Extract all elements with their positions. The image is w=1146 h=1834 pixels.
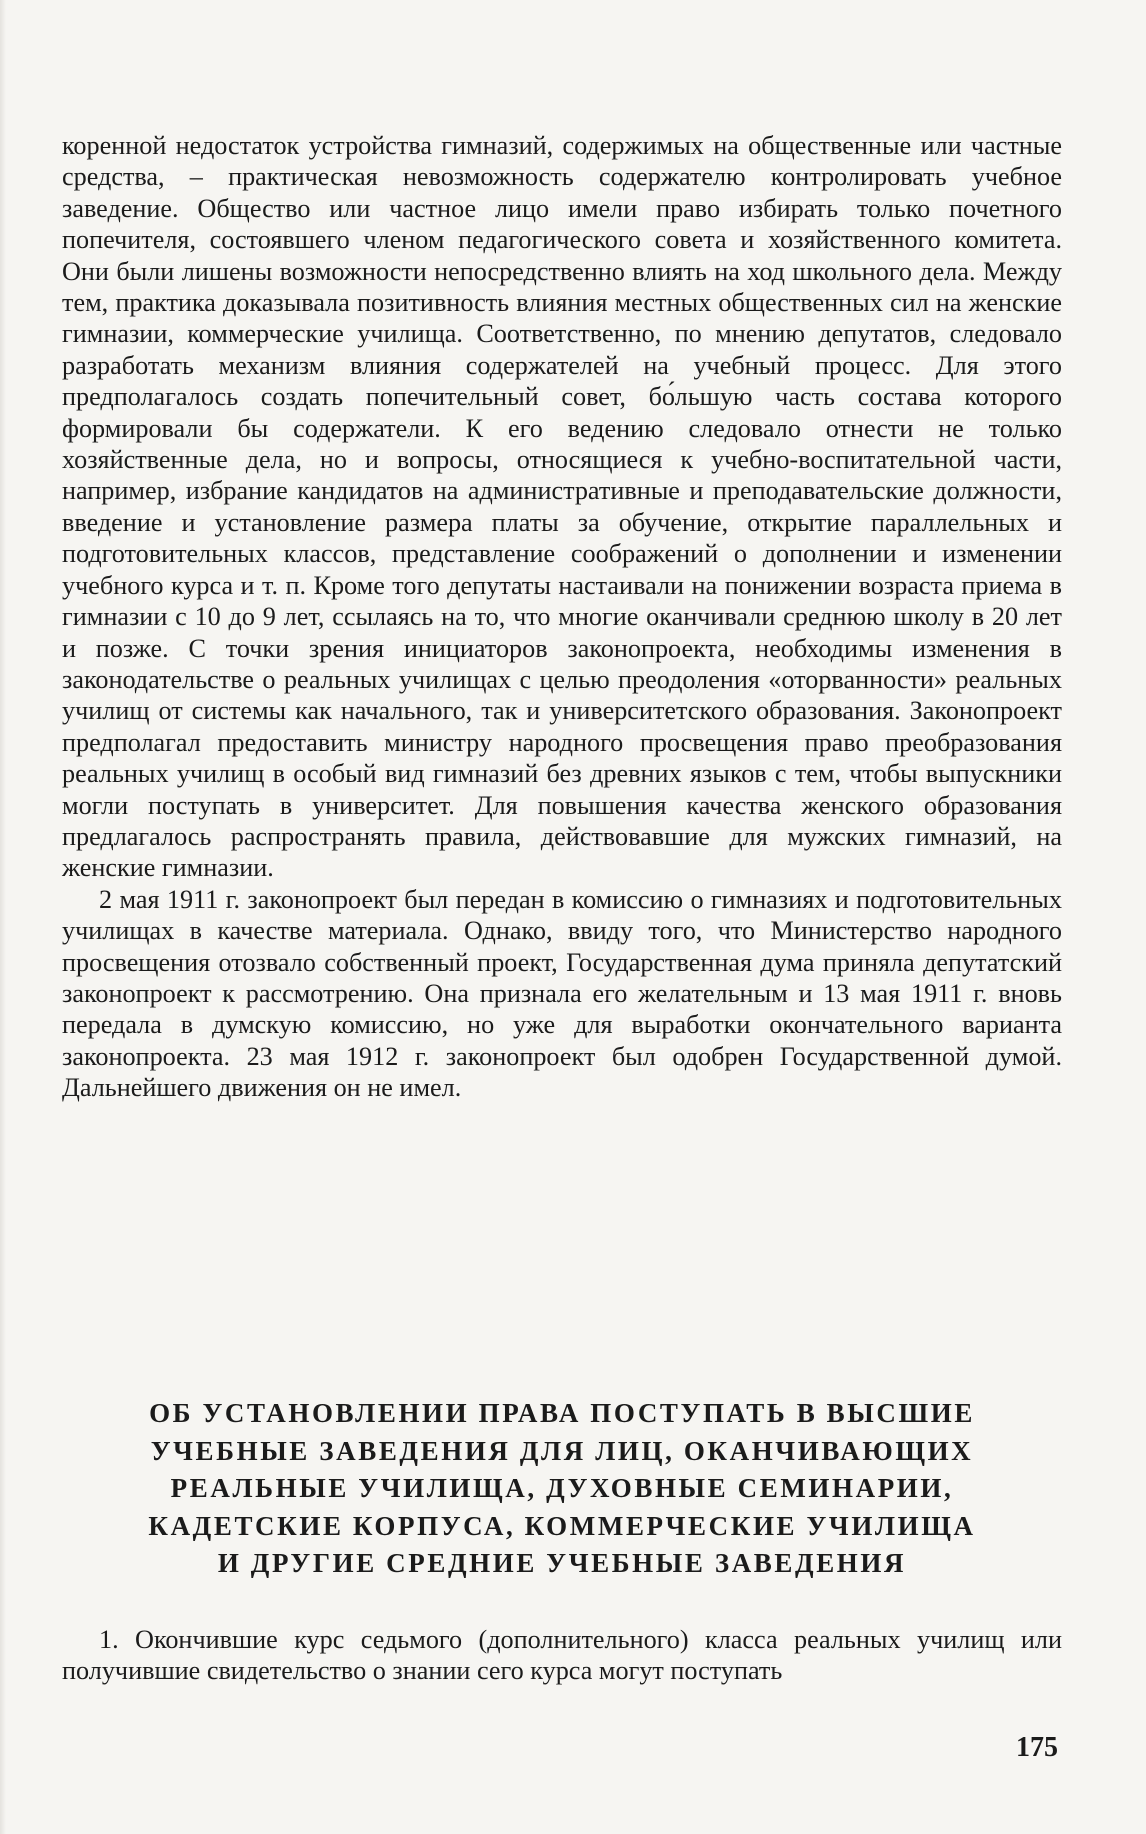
- clause-text: [62, 1624, 1062, 1687]
- page-number: 175: [1016, 1732, 1058, 1763]
- clause-1: 1. Окончившие курс седьмого (дополнительного) класса реальных училищ или получившие свидетельство о знании сего курса могут поступать: [62, 1625, 1062, 1686]
- heading-line: И ДРУГИЕ СРЕДНИЕ УЧЕБНЫЕ ЗАВЕДЕНИЯ: [217, 1548, 907, 1578]
- heading-line: КАДЕТСКИЕ КОРПУСА, КОММЕРЧЕСКИЕ УЧИЛИЩА: [148, 1510, 976, 1541]
- page-gutter-shadow: [0, 0, 6, 1834]
- heading-line: ОБ УСТАНОВЛЕНИИ ПРАВА ПОСТУПАТЬ В ВЫСШИЕ: [149, 1398, 975, 1428]
- section-heading: [62, 1395, 1062, 1583]
- heading-line: РЕАЛЬНЫЕ УЧИЛИЩА, ДУХОВНЫЕ СЕМИНАРИИ,: [170, 1473, 954, 1503]
- heading-line: УЧЕБНЫЕ ЗАВЕДЕНИЯ ДЛЯ ЛИЦ, ОКАНЧИВАЮЩИХ: [150, 1435, 974, 1466]
- body-text: [62, 130, 1062, 1104]
- paragraph-continued: коренной недостаток устройства гимназий, содержимых на общественные или частные средства, – практическая невозможность содержателю контролировать учебное заведение. Общество или частное лицо имели право избирать только почетного попечителя, состоявшего членом педагогического совета и хозяйственного комитета. Они были лишены возможности непосредственно влиять на ход школьного дела. Между тем, практика доказывала позитивность влияния местных общественных сил на женские гимназии, коммерческие училища. Соответственно, по мнению депутатов, следовало разработать механизм влияния содержателей на учебный процесс. Для этого предполагалось создать попечительный совет, бо́льшую часть состава которого формировали бы содержатели. К его ведению следовало отнести не только хозяйственные дела, но и вопросы, относящиеся к учебно-воспитательной части, например, избрание кандидатов на административные и преподавательские должности, введение и установление размера платы за обучение, открытие параллельных и подготовительных классов, представление соображений о дополнении и изменении учебного курса и т. п. Кроме того депутаты настаивали на понижении возраста приема в гимназии с 10 до 9 лет, ссылаясь на то, что многие оканчивали среднюю школу в 20 лет и позже. С точки зрения инициаторов законопроекта, необходимы изменения в законодательстве о реальных училищах с целью преодоления «оторванности» реальных училищ от системы как начального, так и университетского образования. Законопроект предполагал предоставить министру народного просвещения право преобразования реальных училищ в особый вид гимназий без древних языков с тем, чтобы выпускники могли поступать в университет. Для повышения качества женского образования предлагалось распространять правила, действовавшие для мужских гимназий, на женские гимназии.: [62, 131, 1062, 883]
- paragraph-may-1911: 2 мая 1911 г. законопроект был передан в комиссию о гимназиях и подготовительных училищах в качестве материала. Однако, ввиду того, что Министерство народного просвещения отозвало собственный проект, Государственная дума приняла депутатский законопроект к рассмотрению. Она признала его желательным и 13 мая 1911 г. вновь передала в думскую комиссию, но уже для выработки окончательного варианта законопроекта. 23 мая 1912 г. законопроект был одобрен Государственной думой. Дальнейшего движения он не имел.: [62, 884, 1062, 1103]
